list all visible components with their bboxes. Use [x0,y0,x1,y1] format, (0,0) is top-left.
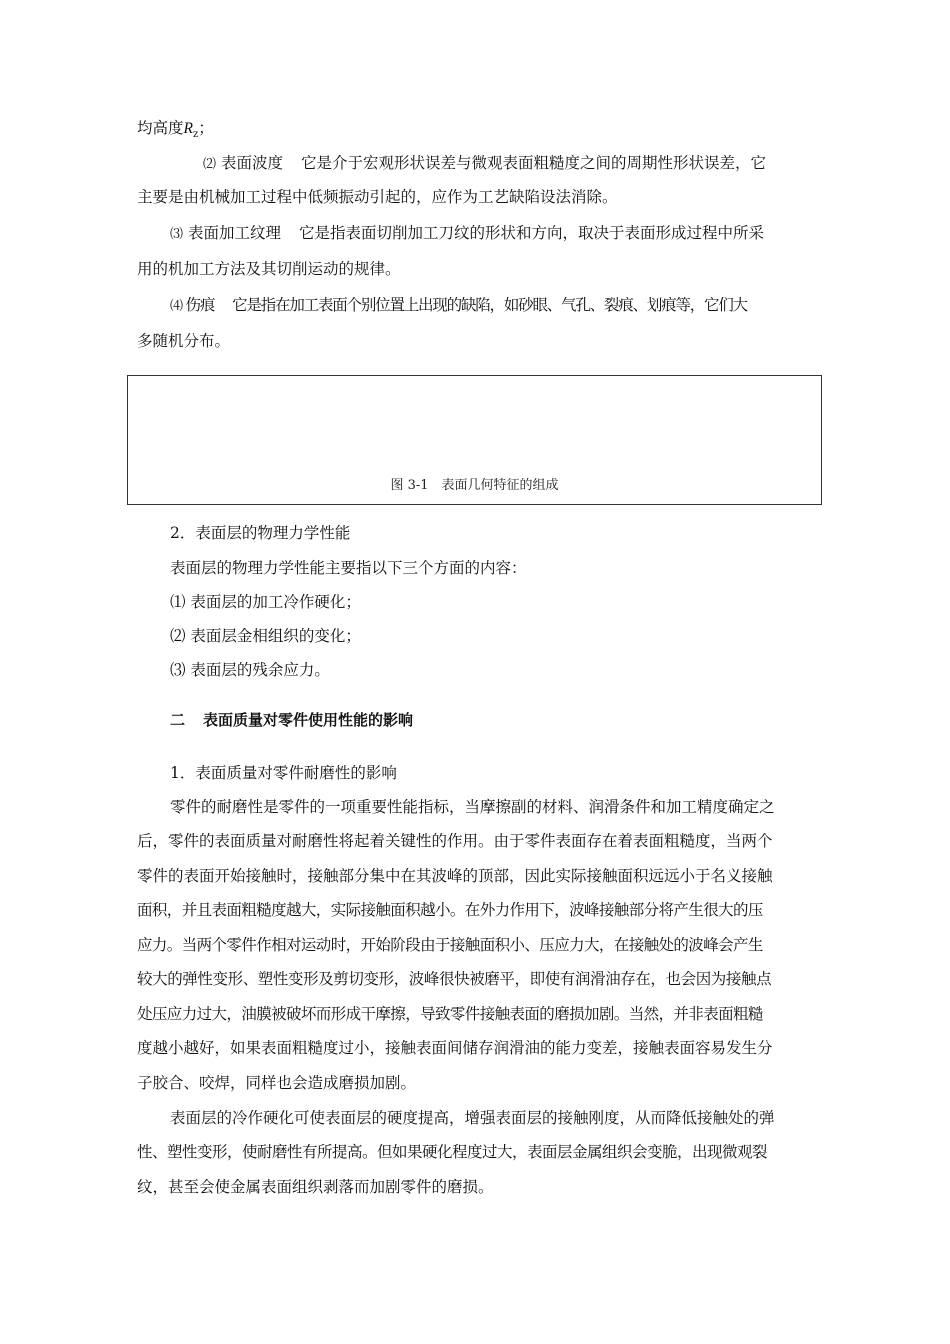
chapter-title: 表面质量对零件使用性能的影响 [203,711,414,729]
section-2-bullet-1: ⑴ 表面层的加工冷作硬化； [170,593,361,611]
para-1-line: 应力。当两个零件作相对运动时，开始阶段由于接触面积小、压应力大，在接触处的波峰会产生 [137,936,763,954]
para-1-line: 面积，并且表面粗糙度越大，实际接触面积越小。在外力作用下，波峰接触部分将产生很大的压 [137,901,763,919]
item-2-title: 表面波度 [220,154,283,172]
item-3-text: 它是指表面切削加工刀纹的形状和方向，取决于表面形成过程中所采 [298,224,764,242]
item-2-text-cont: 主要是由机械加工过程中低频振动引起的，应作为工艺缺陷设法消除。 [137,188,618,206]
item-3-marker: ⑶ [170,227,184,242]
section-2-bullet-2: ⑵ 表面层金相组织的变化； [170,627,361,645]
section-2-bullet-3: ⑶ 表面层的残余应力。 [170,661,330,679]
para-1-line: 后，零件的表面质量对耐磨性将起着关键性的作用。由于零件表面存在着表面粗糙度，当两个 [137,832,773,850]
figure-caption: 图 3-1 表面几何特征的组成 [390,478,559,493]
item-4-line-2 [137,331,230,351]
para-2-line: 性、塑性变形，使耐磨性有所提高。但如果硬化程度过大，表面层金属组织会变脆，出现微观裂 [137,1143,768,1161]
chapter-number: 二 [170,711,186,729]
item-4-marker: ⑷ [170,299,182,314]
para-1-line: 较大的弹性变形、塑性变形及剪切变形，波峰很快被磨平，即使有润滑油存在，也会因为接触点 [137,970,772,988]
para-1-line: 度越小越好，如果表面粗糙度过小，接触表面间储存润滑油的能力变差，接触表面容易发生分 [137,1039,773,1057]
para-1-line: 零件的耐磨性是零件的一项重要性能指标，当摩擦副的材料、润滑条件和加工精度确定之 [170,798,775,816]
para-2-line: 表面层的冷作硬化可使表面层的硬度提高，增强表面层的接触刚度，从而降低接触处的弹 [170,1109,775,1127]
intro-text: 均高度 [137,119,184,137]
para-1-line: 子胶合、咬焊，同样也会造成磨损加剧。 [137,1074,417,1092]
rz-symbol: R [183,120,193,137]
item-3-line-1 [170,223,764,245]
item-2-marker: ⑵ [203,157,217,172]
figure-3-1 [127,375,822,505]
para-1-line: 零件的表面开始接触时，接触部分集中在其波峰的顶部，因此实际接触面积远远小于名义接触 [137,867,773,885]
item-2-text: 它是介于宏观形状误差与微观表面粗糙度之间的周期性形状误差，它 [300,154,766,172]
section-2-intro: 表面层的物理力学性能主要指以下三个方面的内容： [170,559,527,577]
item-4-line-1 [170,295,747,317]
item-4-text: 它是指在加工表面个别位置上出现的缺陷，如砂眼、气孔、裂痕、划痕等，它们大 [232,296,747,314]
para-2-line: 纹，甚至会使金属表面组织剥落而加剧零件的磨损。 [137,1178,494,1196]
item-4-text-cont: 多随机分布。 [137,332,231,350]
item-2-line-1 [203,153,766,175]
item-3-title: 表面加工纹理 [187,224,281,242]
subsection-1-title: 1．表面质量对零件耐磨性的影响 [170,764,397,782]
intro-line [137,118,214,145]
para-1-line: 处压应力过大，油膜被破坏而形成干摩擦，导致零件接触表面的磨损加剧。当然，并非表面粗糙 [137,1005,763,1023]
chapter-heading [170,710,413,730]
section-2-title: 2．表面层的物理力学性能 [170,524,351,542]
item-2-line-2 [137,187,618,207]
item-4-title: 伤痕 [185,296,215,314]
item-3-line-2 [137,259,401,279]
item-3-text-cont: 用的机加工方法及其切削运动的规律。 [137,260,401,278]
intro-punct: ； [198,119,214,137]
rz-subscript: z [192,129,199,141]
